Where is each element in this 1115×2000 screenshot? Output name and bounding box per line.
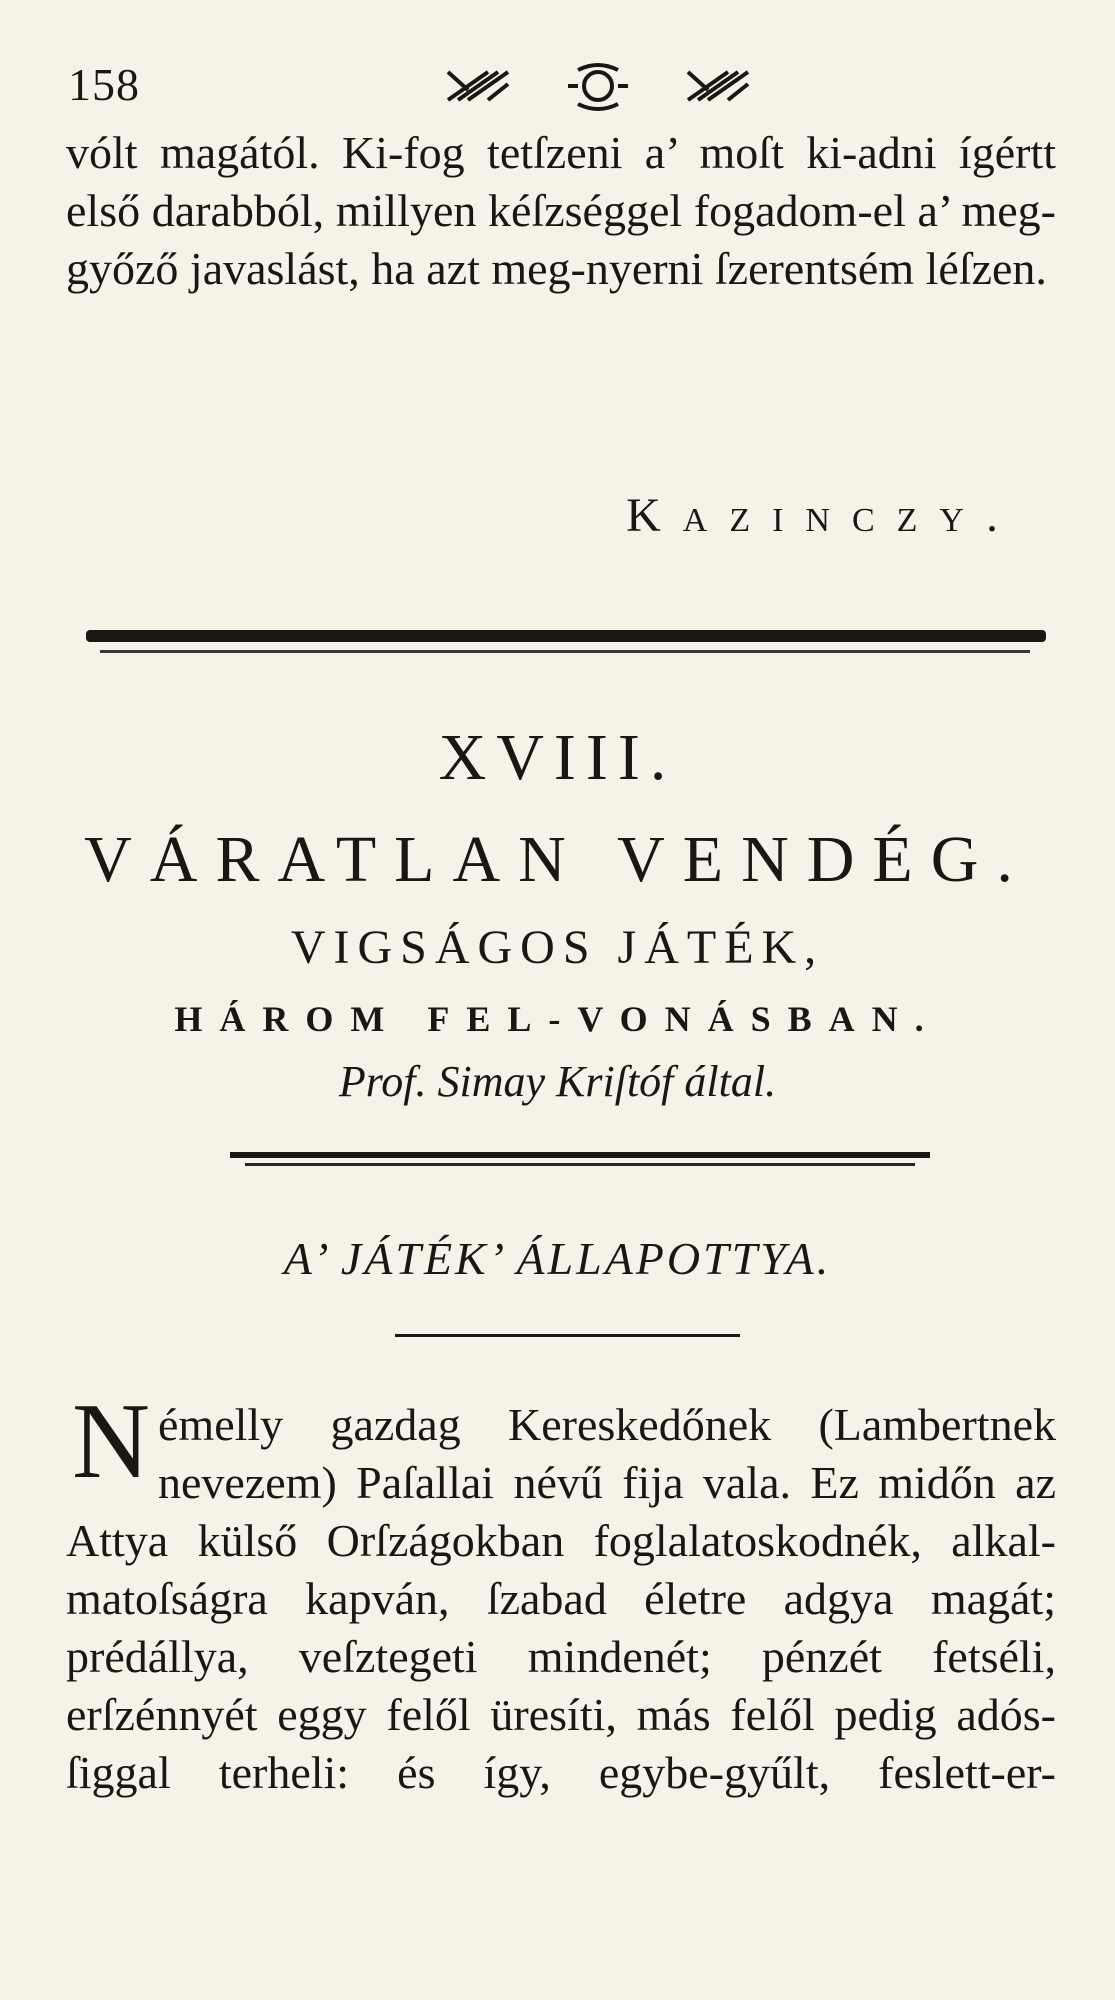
title-divider-thin — [245, 1163, 915, 1166]
story-line: Attya külső Orſzágokban foglalatoskodnék, alkal- — [66, 1515, 1056, 1566]
section-divider — [86, 630, 1046, 642]
signature: Kazinczy. — [626, 489, 1020, 542]
story-line: émelly gazdag Kereskedőnek (Lambertnek — [158, 1399, 1056, 1450]
floral-ornament-icon — [428, 60, 768, 116]
page-number: 158 — [68, 59, 140, 110]
short-divider — [395, 1334, 740, 1337]
opening-paragraph: vólt magától. Ki-fog tetſzeni a’ moſt ki-adni ígértt első darabból, millyen kéſzséggel fogadom-el a’ meg-győző javaslást, ha azt meg-nyerni ſzerentsém léſzen. — [66, 127, 1056, 294]
section-divider-thin — [100, 650, 1030, 653]
play-title: VÁRATLAN VENDÉG. — [84, 823, 1031, 896]
play-acts: HÁROM FEL-VONÁSBAN. — [174, 999, 941, 1039]
story-line: nevezem) Paſallai névű fija vala. Ez midőn az — [158, 1457, 1056, 1508]
story-line: ſiggal terheli: és így, egybe-gyűlt, feslett-er- — [66, 1747, 1056, 1798]
play-author: Prof. Simay Kriſtóf által. — [338, 1057, 777, 1106]
story-paragraph — [66, 1382, 1056, 1802]
play-subtitle: VIGSÁGOS JÁTÉK, — [290, 921, 825, 974]
drop-cap: N — [72, 1382, 150, 1501]
story-line: prédállya, veſztegeti mindenét; pénzét fetséli, — [66, 1631, 1056, 1682]
section-title: A’ JÁTÉK’ ÁLLAPOTTYA. — [283, 1233, 832, 1284]
story-line: erſzénnyét eggy felől üresíti, más felől pedig adós- — [66, 1689, 1056, 1740]
title-divider — [230, 1152, 930, 1158]
page-header — [68, 58, 1058, 118]
chapter-numeral: XVIII. — [438, 721, 677, 794]
story-line: matoſságra kapván, ſzabad életre adgya magát; — [66, 1573, 1056, 1624]
